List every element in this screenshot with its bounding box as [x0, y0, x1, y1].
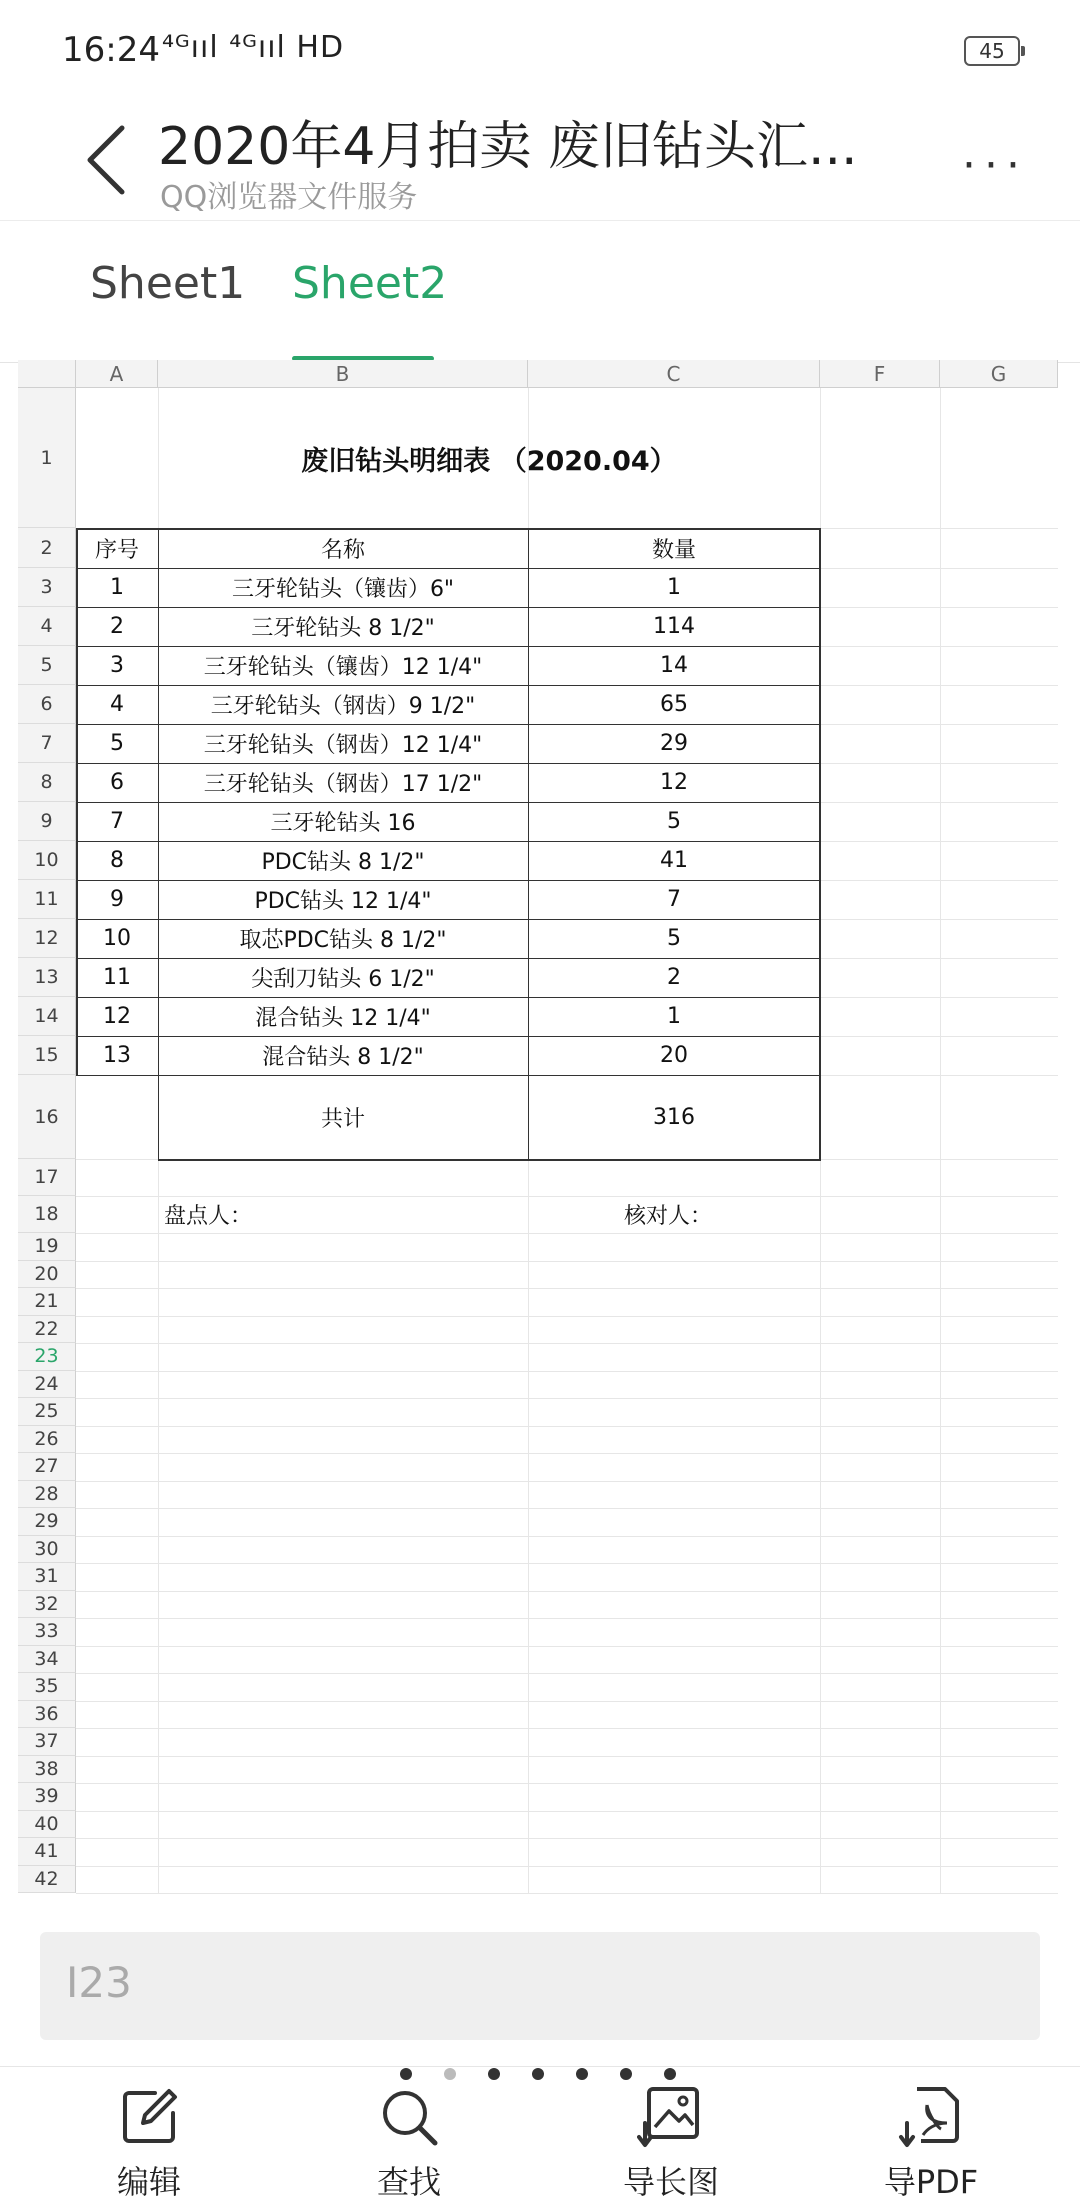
row-header[interactable]: 8 [18, 763, 76, 802]
verifier-label: 核对人： [624, 1204, 713, 1229]
cell-name: 取芯PDC钻头 8 1/2" [239, 928, 447, 953]
row-header[interactable]: 21 [18, 1288, 76, 1316]
grid-line [76, 1508, 1058, 1509]
edit-icon [115, 2083, 183, 2151]
row-header[interactable]: 10 [18, 841, 76, 880]
row-header[interactable]: 26 [18, 1426, 76, 1454]
cell-qty: 5 [667, 809, 681, 834]
total-label: 共计 [320, 1106, 365, 1132]
tab-sheet2[interactable]: Sheet2 [292, 258, 448, 309]
search-button[interactable] [334, 2083, 484, 2203]
search-label: 查找 [376, 2163, 441, 2201]
cell-no: 11 [103, 965, 131, 990]
row-header[interactable]: 38 [18, 1756, 76, 1784]
grid-line [76, 1893, 1058, 1894]
grid-line [76, 1261, 1058, 1262]
cell-name: 三牙轮钻头（镶齿）12 1/4" [203, 655, 483, 680]
cell-name: 三牙轮钻头（钢齿）17 1/2" [203, 772, 483, 797]
grid-line [76, 1756, 1058, 1757]
cell-no: 7 [110, 809, 124, 834]
back-arrow-icon [78, 120, 138, 200]
row-header[interactable]: 18 [18, 1196, 76, 1233]
page-dot [444, 2068, 456, 2080]
bottom-toolbar [0, 2066, 1080, 2205]
page-title: 2020年4月拍卖 废旧钻头汇... [158, 117, 858, 177]
spreadsheet-grid[interactable] [18, 360, 1058, 1910]
row-header[interactable]: 11 [18, 880, 76, 919]
grid-line [76, 1618, 1058, 1619]
grid-line [76, 1591, 1058, 1592]
sheet-tabs [0, 222, 1080, 363]
edit-label: 编辑 [116, 2163, 181, 2201]
row-header[interactable]: 32 [18, 1591, 76, 1619]
row-header[interactable]: 20 [18, 1261, 76, 1289]
row-header[interactable]: 36 [18, 1701, 76, 1729]
row-header[interactable]: 27 [18, 1453, 76, 1481]
cell-no: 12 [103, 1004, 131, 1029]
status-time: 16:24 [62, 30, 160, 70]
cell-name: 三牙轮钻头（钢齿）12 1/4" [203, 733, 483, 758]
column-header-b[interactable]: B [158, 360, 528, 388]
cell-reference: I23 [66, 1958, 132, 2007]
row-header[interactable]: 3 [18, 568, 76, 607]
column-header-c[interactable]: C [528, 360, 820, 388]
row-header[interactable]: 17 [18, 1159, 76, 1196]
page-dot [620, 2068, 632, 2080]
cell-qty: 1 [667, 1004, 681, 1029]
page-dot [532, 2068, 544, 2080]
cell-qty: 29 [660, 731, 688, 756]
cell-name: 尖刮刀钻头 6 1/2" [251, 967, 435, 992]
cell-no: 3 [110, 653, 124, 678]
cell-name: 三牙轮钻头 16 [270, 811, 416, 836]
more-menu-icon[interactable]: ··· [962, 140, 1028, 191]
grid-line [76, 1371, 1058, 1372]
export-pdf-button[interactable] [856, 2083, 1006, 2203]
page-dot [400, 2068, 412, 2080]
row-header[interactable]: 5 [18, 646, 76, 685]
row-header[interactable]: 1 [18, 388, 76, 528]
row-header-active[interactable]: 23 [18, 1343, 76, 1371]
cell-no: 10 [103, 926, 131, 951]
grid-line [76, 1673, 1058, 1674]
export-image-label: 导长图 [622, 2163, 719, 2201]
grid-line [76, 1453, 1058, 1454]
row-header[interactable]: 34 [18, 1646, 76, 1674]
cell-name: 混合钻头 8 1/2" [262, 1045, 424, 1070]
grid-line [940, 388, 941, 1893]
cell-qty: 41 [660, 848, 688, 873]
row-header[interactable]: 41 [18, 1838, 76, 1866]
row-header[interactable]: 28 [18, 1481, 76, 1509]
row-header[interactable]: 30 [18, 1536, 76, 1564]
cell-no: 9 [110, 887, 124, 912]
checker-label: 盘点人： [164, 1204, 253, 1229]
row-header[interactable]: 4 [18, 607, 76, 646]
row-header[interactable]: 42 [18, 1866, 76, 1894]
cell-qty: 7 [667, 887, 681, 912]
cell-name: 三牙轮钻头（钢齿）9 1/2" [210, 694, 476, 719]
row-header[interactable]: 9 [18, 802, 76, 841]
grid-line [76, 1426, 1058, 1427]
row-header[interactable]: 37 [18, 1728, 76, 1756]
cell-name: 三牙轮钻头（镶齿）6" [231, 577, 455, 602]
cell-qty: 1 [667, 575, 681, 600]
table-border [158, 1159, 820, 1161]
cell-qty: 114 [653, 614, 695, 639]
page-subtitle: QQ浏览器文件服务 [160, 180, 418, 215]
page-dot [488, 2068, 500, 2080]
cell-no: 6 [110, 770, 124, 795]
cell-no: 5 [110, 731, 124, 756]
cell-name: 三牙轮钻头 8 1/2" [251, 616, 435, 641]
row-header[interactable]: 15 [18, 1036, 76, 1075]
grid-line [76, 1233, 1058, 1234]
row-header[interactable]: 40 [18, 1811, 76, 1839]
grid-line [76, 1646, 1058, 1647]
grid-line [76, 1783, 1058, 1784]
row-header[interactable]: 19 [18, 1233, 76, 1261]
grid-line [76, 1728, 1058, 1729]
row-header[interactable]: 14 [18, 997, 76, 1036]
cell-reference-bar[interactable] [40, 1932, 1040, 2040]
export-image-icon [637, 2083, 705, 2151]
grid-line [76, 1316, 1058, 1317]
export-image-button[interactable] [596, 2083, 746, 2203]
status-bar [0, 0, 1080, 100]
grid-line [76, 1866, 1058, 1867]
grid-line [76, 1701, 1058, 1702]
total-value: 316 [653, 1104, 695, 1130]
cell-name: PDC钻头 12 1/4" [254, 889, 432, 914]
cell-qty: 5 [667, 926, 681, 951]
grid-line [76, 1288, 1058, 1289]
grid-line [76, 1563, 1058, 1564]
row-header[interactable]: 39 [18, 1783, 76, 1811]
cell-name: PDC钻头 8 1/2" [261, 850, 425, 875]
row-header[interactable]: 7 [18, 724, 76, 763]
export-pdf-label: 导PDF [883, 2163, 979, 2201]
row-header[interactable]: 24 [18, 1371, 76, 1399]
row-header[interactable]: 31 [18, 1563, 76, 1591]
column-header-f[interactable]: F [820, 360, 940, 388]
cell-no: 8 [110, 848, 124, 873]
grid-line [76, 1481, 1058, 1482]
row-header[interactable]: 22 [18, 1316, 76, 1344]
header-cell-name: 名称 [320, 537, 365, 563]
row-header[interactable]: 29 [18, 1508, 76, 1536]
header-cell-no: 序号 [94, 537, 139, 563]
row-header[interactable]: 13 [18, 958, 76, 997]
edit-button[interactable] [74, 2083, 224, 2203]
grid-line [76, 1838, 1058, 1839]
cell-qty: 2 [667, 965, 681, 990]
cell-qty: 65 [660, 692, 688, 717]
row-header[interactable]: 12 [18, 919, 76, 958]
row-header[interactable]: 35 [18, 1673, 76, 1701]
cell-qty: 12 [660, 770, 688, 795]
page-dot [576, 2068, 588, 2080]
sheet-table-title: 废旧钻头明细表 （2020.04） [301, 445, 677, 477]
page-dot [664, 2068, 676, 2080]
header-cell-qty: 数量 [651, 537, 696, 563]
cell-no: 1 [110, 575, 124, 600]
cell-qty: 20 [660, 1043, 688, 1068]
back-button[interactable] [78, 120, 138, 200]
grid-line [76, 1536, 1058, 1537]
row-header[interactable]: 33 [18, 1618, 76, 1646]
cell-no: 4 [110, 692, 124, 717]
search-icon [375, 2083, 443, 2151]
column-header-g[interactable]: G [940, 360, 1058, 388]
export-pdf-icon [897, 2083, 965, 2151]
title-bar [0, 100, 1080, 221]
signal-indicator: ⁴ᴳııl ⁴ᴳııl HD [162, 30, 345, 65]
cell-name: 混合钻头 12 1/4" [255, 1006, 431, 1031]
row-header[interactable]: 25 [18, 1398, 76, 1426]
cell-qty: 14 [660, 653, 688, 678]
row-header[interactable]: 6 [18, 685, 76, 724]
cell-no: 13 [103, 1043, 131, 1068]
battery-icon: 45 [964, 36, 1020, 66]
row-header[interactable]: 2 [18, 528, 76, 568]
row-header[interactable]: 16 [18, 1075, 76, 1159]
grid-line [76, 1811, 1058, 1812]
select-all-corner[interactable] [18, 360, 76, 388]
grid-line [76, 1398, 1058, 1399]
tab-sheet1[interactable]: Sheet1 [90, 258, 246, 309]
grid-line [76, 1343, 1058, 1344]
cell-no: 2 [110, 614, 124, 639]
column-header-a[interactable]: A [76, 360, 158, 388]
